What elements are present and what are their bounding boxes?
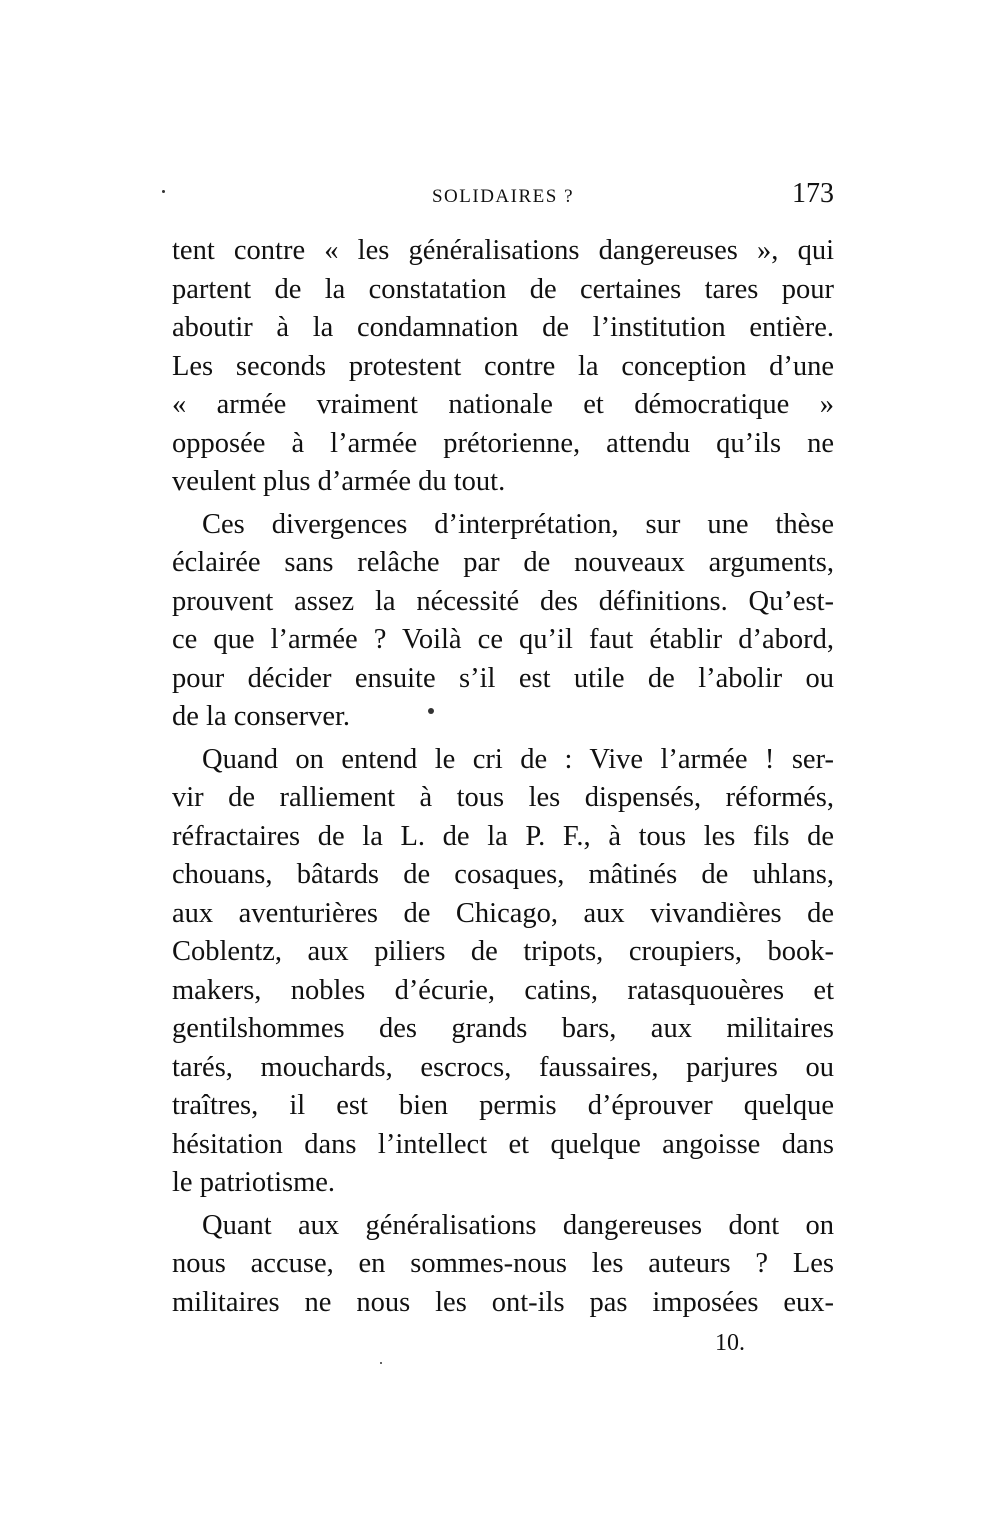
text-line: Quand on entend le cri de : Vive l’armée ! ser- — [202, 743, 834, 775]
text-line: Ces divergences d’interprétation, sur une thèse — [202, 508, 834, 540]
text-line: nous accuse, en sommes-nous les auteurs ? Les — [172, 1248, 834, 1279]
running-head — [172, 178, 834, 218]
text-line: aboutir à la condamnation de l’institution entière. — [172, 312, 834, 343]
print-speck — [162, 190, 165, 193]
text-line: Coblentz, aux piliers de tripots, croupiers, book- — [172, 936, 834, 967]
text-line: « armée vraiment nationale et démocratique » — [172, 389, 834, 420]
text-line: aux aventurières de Chicago, aux vivandières de — [172, 897, 834, 929]
text-line: hésitation dans l’intellect et quelque angoisse dans — [172, 1128, 834, 1160]
text-line: Quant aux généralisations dangereuses dont on — [202, 1209, 834, 1241]
text-line: le patriotisme. — [172, 1167, 336, 1198]
text-line: ce que l’armée ? Voilà ce qu’il faut établir d’abord, — [172, 624, 834, 655]
text-line: Les seconds protestent contre la conception d’une — [172, 350, 834, 382]
text-line: tarés, mouchards, escrocs, faussaires, parjures ou — [172, 1051, 834, 1083]
text-line: opposée à l’armée prétorienne, attendu qu’ils ne — [172, 427, 834, 459]
print-speck — [428, 708, 434, 714]
body-text — [172, 232, 834, 1322]
text-line: réfractaires de la L. de la P. F., à tous les fils de — [172, 820, 834, 852]
page-number: 173 — [792, 178, 834, 209]
print-speck — [380, 1362, 382, 1364]
text-line: tent contre « les généralisations dangereuses », qui — [172, 235, 834, 266]
text-line: pour décider ensuite s’il est utile de l’abolir ou — [172, 662, 834, 694]
text-line: éclairée sans relâche par de nouveaux arguments, — [172, 547, 834, 578]
text-line: traîtres, il est bien permis d’éprouver quelque — [172, 1090, 834, 1121]
signature-mark: 10. — [715, 1330, 745, 1356]
text-line: partent de la constatation de certaines tares pour — [172, 273, 834, 305]
paragraph — [172, 506, 834, 737]
text-line: vir de ralliement à tous les dispensés, réformés, — [172, 782, 834, 813]
paragraph — [172, 232, 834, 502]
text-line: makers, nobles d’écurie, catins, ratasquouères et — [172, 974, 834, 1006]
text-line: gentilshommes des grands bars, aux militaires — [172, 1013, 834, 1044]
text-line: prouvent assez la nécessité des définitions. Qu’est- — [172, 585, 834, 617]
paragraph — [172, 741, 834, 1203]
text-line: chouans, bâtards de cosaques, mâtinés de uhlans, — [172, 859, 834, 890]
text-line: de la conserver. — [172, 701, 351, 732]
running-title: SOLIDAIRES ? — [431, 186, 575, 207]
text-line: militaires ne nous les ont-ils pas imposées eux- — [172, 1286, 834, 1318]
text-line: veulent plus d’armée du tout. — [172, 466, 506, 497]
paragraph — [172, 1207, 834, 1323]
